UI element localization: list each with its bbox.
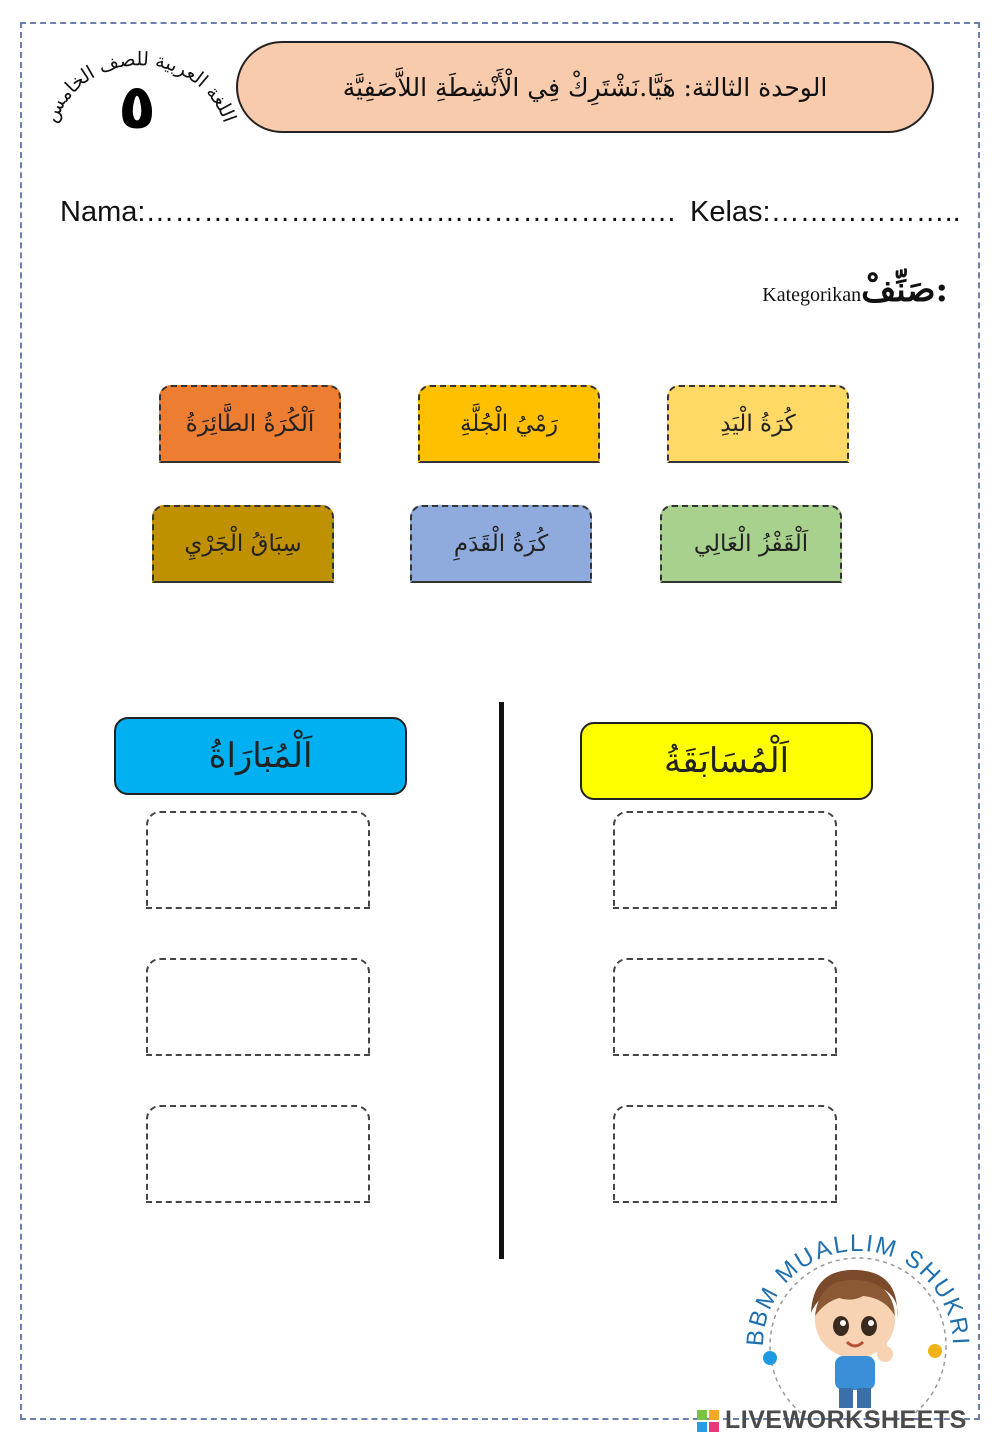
card-label: سِبَاقُ الْجَرْيِ (184, 531, 302, 557)
column-divider (499, 702, 504, 1259)
drag-card-high-jump[interactable] (660, 505, 842, 583)
drag-card-volleyball[interactable] (159, 385, 341, 463)
drop-zone-race-2[interactable] (613, 958, 837, 1056)
class-field-label: Kelas:……………….. (690, 196, 961, 228)
unit-title-banner (236, 41, 934, 133)
creator-logo-text: BBM MUALLIM SHUKRI (741, 1229, 975, 1348)
grade-numeral: ٥ (118, 70, 156, 143)
instruction-arabic: صَنِّفْ: (861, 270, 948, 310)
drag-card-running-race[interactable] (152, 505, 334, 583)
card-label: كُرَةُ الْقَدَمِ (453, 531, 549, 557)
card-label: اَلْكُرَةُ الطَّائِرَةُ (185, 411, 315, 437)
category-race-header (580, 722, 873, 800)
grade-badge (35, 30, 245, 160)
drop-zone-match-2[interactable] (146, 958, 370, 1056)
card-label: اَلْقَفْزُ الْعَالِي (693, 531, 809, 557)
boy-mascot-icon (811, 1270, 898, 1408)
drag-card-shot-put[interactable] (418, 385, 600, 463)
instruction (762, 270, 948, 310)
liveworksheets-brand: LIVEWORKSHEETS (725, 1406, 967, 1434)
card-label: رَمْيُ الْجُلَّةِ (459, 411, 559, 437)
badge-curved-title: اللغة العربية للصف الخامس (39, 48, 241, 126)
drop-zone-race-3[interactable] (613, 1105, 837, 1203)
category-match-label: اَلْمُبَارَاةُ (208, 736, 313, 776)
drop-zone-race-1[interactable] (613, 811, 837, 909)
drag-card-handball[interactable] (667, 385, 849, 463)
card-label: كُرَةُ الْيَدِ (720, 411, 796, 437)
name-field-label: Nama:………………………………………………. (60, 196, 676, 228)
instruction-latin: Kategorikan (762, 284, 862, 306)
unit-title: الوحدة الثالثة: هَيَّا.نَشْتَرِكْ فِي الْأَنْشِطَةِ اللاَّصَفِيَّة (342, 72, 828, 102)
creator-logo (735, 1228, 975, 1413)
drag-card-football[interactable] (410, 505, 592, 583)
drop-zone-match-3[interactable] (146, 1105, 370, 1203)
liveworksheets-icon (697, 1410, 719, 1432)
drop-zone-match-1[interactable] (146, 811, 370, 909)
category-match-header (114, 717, 407, 795)
category-race-label: اَلْمُسَابَقَةُ (663, 741, 790, 781)
liveworksheets-logo (697, 1406, 967, 1435)
